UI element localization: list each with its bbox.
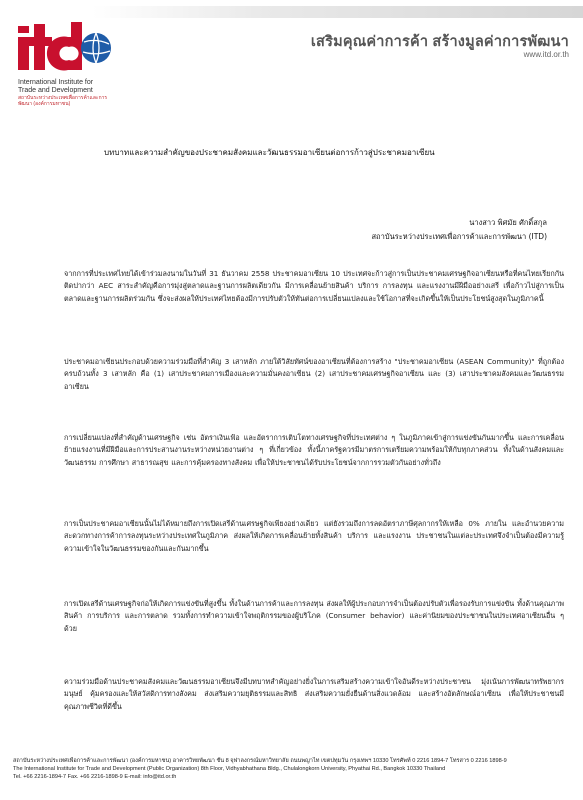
- paragraph-4: [64, 518, 564, 582]
- logo-subtitle-line1: International Institute for: [18, 79, 94, 86]
- paragraph-5-text: การเปิดเสรีด้านเศรษฐกิจก่อให้เกิดการแข่งขันที่สูงขึ้น ทั้งในด้านการค้าและการลงทุน ส่งผลให้ผู้ประกอบการจำเป็นต้องปรับตัวเพื่อรองรับการแข่งขัน ทั้งด้านคุณภาพสินค้า การบริการ และการตลาด รวมทั้งการทำความเข้าใจพฤติกรรมของผู้บริโภค (Consumer behavior) และค่านิยมของประชาชนในประเทศอาเซียนอื่น ๆ ด้วย: [64, 599, 564, 633]
- itd-logo-mark: [14, 16, 114, 76]
- page-footer: [13, 757, 573, 782]
- paragraph-5: [64, 598, 564, 662]
- paragraph-2-text: ประชาคมอาเซียนประกอบด้วยความร่วมมือที่สำคัญ 3 เสาหลัก ภายใต้วิสัยทัศน์ของอาเซียนที่ต้องการสร้าง "ประชาคมอาเซียน (ASEAN Community)" ที่ถูกต้องครบถ้วนทั้ง 3 เสาหลัก คือ (1) เสาประชาคมการเมืองและความมั่นคงอาเซียน (2) เสาประชาคมเศรษฐกิจอาเซียน และ (3) เสาประชาคมสังคมและวัฒนธรรมอาเซียน: [64, 357, 564, 391]
- footer-line-english: The International Institute for Trade and Development (Public Organization) 8th Floor, Vidhyabhathana Bldg., Chulalongkorn University, Phyathai Rd., Bangkok 10330 Thailand: [13, 766, 446, 773]
- paragraph-3: [64, 432, 564, 508]
- header-slogan: เสริมคุณค่าการค้า สร้างมูลค่าการพัฒนา: [310, 34, 569, 50]
- logo-subtitle: [18, 79, 114, 107]
- itd-logo: [14, 16, 114, 108]
- header-gradient-band: [92, 6, 583, 18]
- logo-subtitle-thai: สถาบันระหว่างประเทศเพื่อการค้าและการพัฒนา (องค์การมหาชน): [18, 95, 108, 107]
- document-title: บทบาทและความสำคัญของประชาคมสังคมและวัฒนธรรมอาเซียนต่อการก้าวสู่ประชาคมอาเซียน: [104, 148, 435, 157]
- author-name: นางสาว พิศมัย ศักดิ์สกุล: [469, 218, 547, 227]
- header-website: www.itd.or.th: [523, 50, 569, 59]
- author-organization: สถาบันระหว่างประเทศเพื่อการค้าและการพัฒนา (ITD): [371, 232, 547, 241]
- paragraph-3-text: การเปลี่ยนแปลงที่สำคัญด้านเศรษฐกิจ เช่น อัตราเงินเฟ้อ และอัตราการเติบโตทางเศรษฐกิจที่ประเทศต่าง ๆ ในภูมิภาคเข้าสู่การแข่งขันกันมากขึ้น และการเคลื่อนย้ายแรงงานที่มีฝีมือและการประสานงานระหว่างหน่วยงานต่าง ๆ ที่เกี่ยวข้อง ทั้งนี้ภาครัฐควรมีมาตรการเตรียมความพร้อมให้กับทุกภาคส่วน ทั้งในด้านสังคมและวัฒนธรรม การศึกษา สาธารณสุข และการคุ้มครองทางสังคม เพื่อให้ประชาชนได้รับประโยชน์จากการรวมตัวกันอย่างทั่วถึง: [64, 433, 564, 467]
- paragraph-2: [64, 356, 564, 420]
- paragraph-1-text: จากการที่ประเทศไทยได้เข้าร่วมลงนามในวันที่ 31 ธันวาคม 2558 ประชาคมอาเซียน 10 ประเทศจะก้าวสู่การเป็นประชาคมเศรษฐกิจอาเซียนหรือที่คนไทยเรียกกันติดปากว่า AEC สาระสำคัญคือการมุ่งสู่ตลาดและฐานการผลิตเดียวกัน มีการเคลื่อนย้ายสินค้า บริการ การลงทุน และแรงงานมีฝีมืออย่างเสรี เพื่อก้าวไปสู่การเป็นตลาดและฐานการผลิตร่วมกัน ซึ่งจะส่งผลให้ประเทศไทยต้องมีการปรับตัวให้ทันต่อการเปลี่ยนแปลงและใช้โอกาสที่จะเกิดขึ้นให้เป็นประโยชน์สูงสุดในภูมิภาคนี้: [64, 269, 564, 303]
- logo-subtitle-line2: Trade and Development: [18, 87, 93, 94]
- footer-line-thai: สถาบันระหว่างประเทศเพื่อการค้าและการพัฒนา (องค์การมหาชน) อาคารวิทยพัฒนา ชั้น 8 จุฬาลงกรณ์มหาวิทยาลัย ถนนพญาไท เขตปทุมวัน กรุงเทพฯ 10330 โทรศัพท์ 0 2216 1894-7 โทรสาร 0 2216 1898-9: [13, 758, 507, 764]
- paragraph-4-text: การเป็นประชาคมอาเซียนนั้นไม่ได้หมายถึงการเปิดเสรีด้านเศรษฐกิจเพียงอย่างเดียว แต่ยังรวมถึงการลดอัตราภาษีศุลกากรให้เหลือ 0% ภายใน และอำนวยความสะดวกทางการค้าการลงทุนระหว่างประเทศในภูมิภาค ส่งผลให้เกิดการเคลื่อนย้ายทั้งสินค้า บริการ และแรงงาน ประชาชนในแต่ละประเทศจึงจำเป็นต้องมีความรู้ความเข้าใจในวัฒนธรรมของกันและกันมากขึ้น: [64, 519, 564, 553]
- author-block: [371, 216, 547, 244]
- paragraph-6-text: ความร่วมมือด้านประชาคมสังคมและวัฒนธรรมอาเซียนจึงมีบทบาทสำคัญอย่างยิ่งในการเสริมสร้างความเข้าใจอันดีระหว่างประชาชน มุ่งเน้นการพัฒนาทรัพยากรมนุษย์ คุ้มครองและให้สวัสดิการทางสังคม ส่งเสริมความยุติธรรมและสิทธิ ส่งเสริมความยั่งยืนด้านสิ่งแวดล้อม และสร้างอัตลักษณ์อาเซียน เพื่อให้ประชาชนมีคุณภาพชีวิตที่ดีขึ้น: [64, 677, 564, 711]
- paragraph-1: [64, 268, 564, 344]
- footer-line-contact: Tel. +66 2216-1894-7 Fax. +66 2216-1898-9 E-mail: info@itd.or.th: [13, 774, 177, 781]
- paragraph-6: [64, 676, 564, 740]
